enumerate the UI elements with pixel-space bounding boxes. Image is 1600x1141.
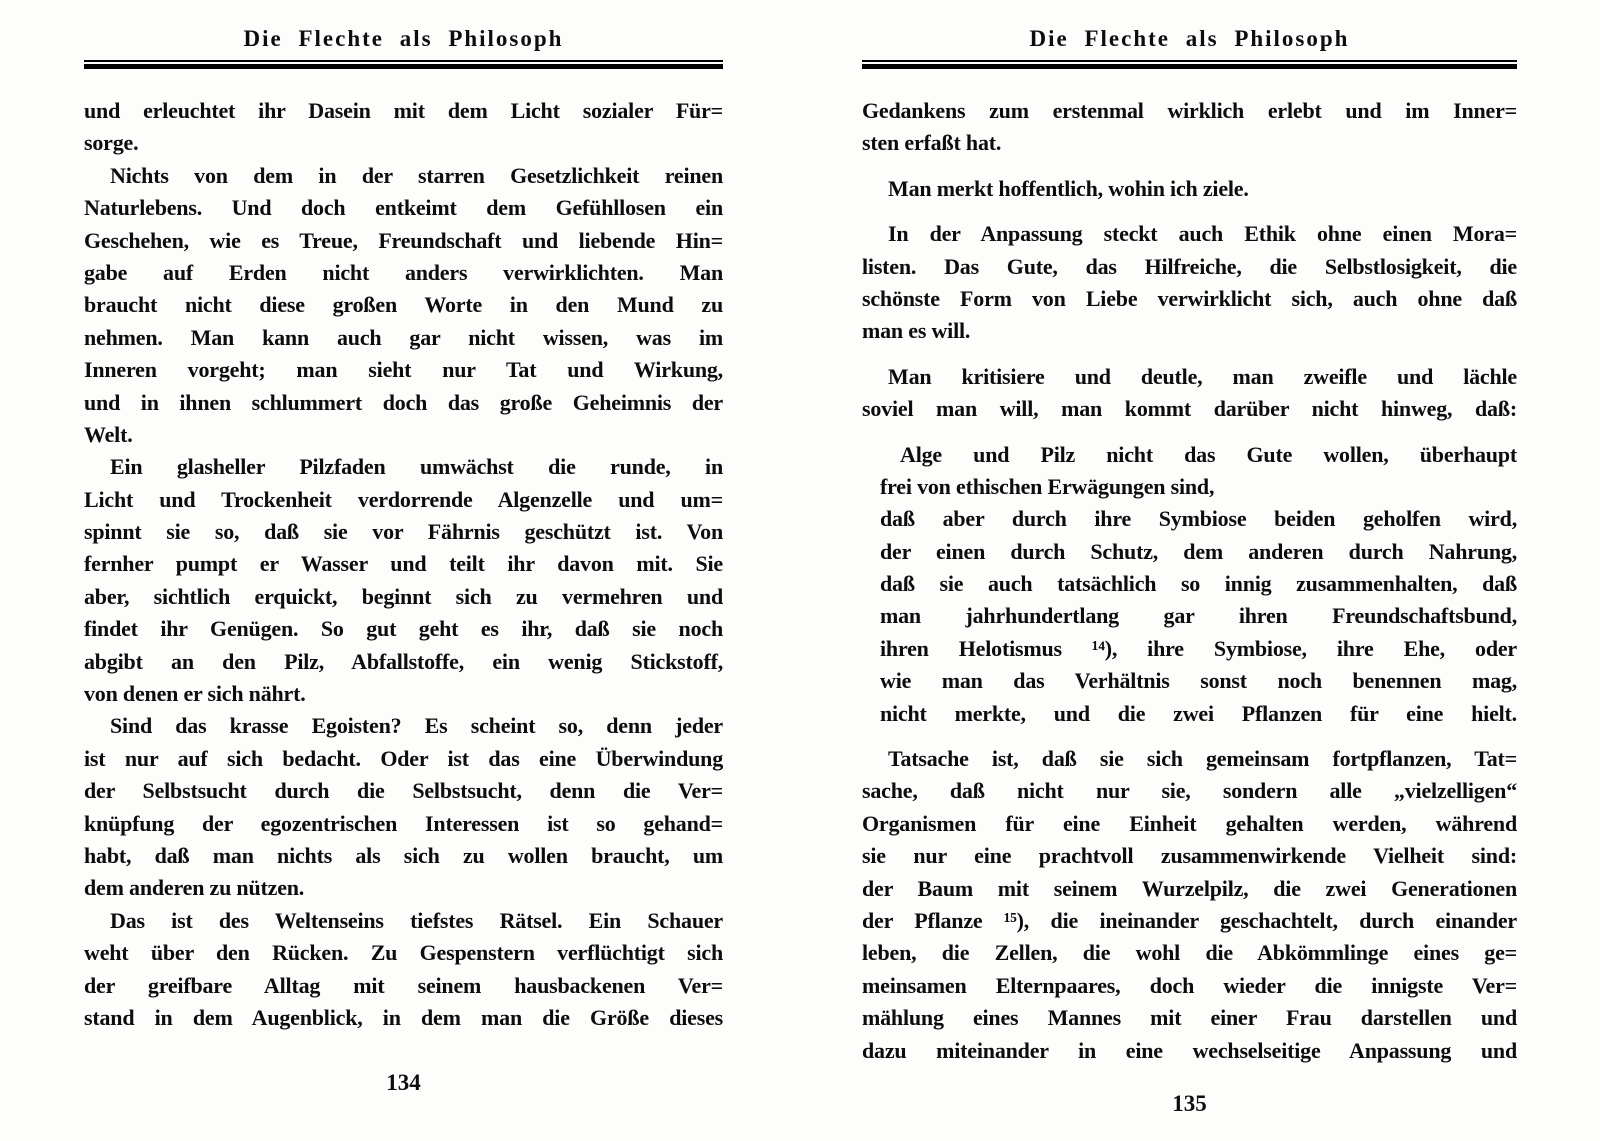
text-line: soviel man will, man kommt darüber nicht hinweg, daß: xyxy=(862,396,1517,422)
text-line: Alge und Pilz nicht das Gute wollen, überhaupt xyxy=(900,441,1517,467)
text-line: man es will. xyxy=(862,318,971,344)
header-rule-thin xyxy=(84,60,723,62)
text-line: listen. Das Gute, das Hilfreiche, die Selbstlosigkeit, die xyxy=(862,253,1517,279)
text-line: Welt. xyxy=(84,421,133,447)
text-line: stand in dem Augenblick, in dem man die Größe dieses xyxy=(84,1004,723,1030)
paragraph xyxy=(84,451,723,710)
text-line: schönste Form von Liebe verwirklicht sich, auch ohne daß xyxy=(862,285,1517,311)
text-line: nicht merkte, und die zwei Pflanzen für eine hielt. xyxy=(880,700,1517,726)
header-rule-thick xyxy=(862,64,1517,69)
text-line: findet ihr Genügen. So gut geht es ihr, daß sie noch xyxy=(84,616,723,642)
text-line: nehmen. Man kann auch gar nicht wissen, was im xyxy=(84,324,723,350)
text-line: ist nur auf sich bedacht. Oder ist das eine Überwindung xyxy=(84,745,723,771)
header-rule-thick xyxy=(84,64,723,69)
text-line: der einen durch Schutz, dem anderen durch Nahrung, xyxy=(880,538,1517,564)
header-rule-thin xyxy=(862,60,1517,62)
text-line: von denen er sich nährt. xyxy=(84,681,306,707)
text-line: Geschehen, wie es Treue, Freundschaft und liebende Hin= xyxy=(84,227,723,253)
text-line: daß aber durch ihre Symbiose beiden geholfen wird, xyxy=(880,506,1517,532)
text-line: meinsamen Elternpaares, doch wieder die innigste Ver= xyxy=(862,972,1517,998)
text-line: daß sie auch tatsächlich so innig zusammenhalten, daß xyxy=(880,571,1517,597)
paragraph xyxy=(84,710,723,904)
text-line: sie nur eine prachtvoll zusammenwirkende Vielheit sind: xyxy=(862,843,1517,869)
text-line: braucht nicht diese großen Worte in den Mund zu xyxy=(84,292,723,318)
header-rule xyxy=(84,60,723,69)
text-line: Das ist des Weltenseins tiefstes Rätsel. Ein Schauer xyxy=(110,907,723,933)
paragraph xyxy=(84,160,723,452)
text-line: habt, daß man nichts als sich zu wollen braucht, um xyxy=(84,842,723,868)
text-line: Tatsache ist, daß sie sich gemeinsam fortpflanzen, Tat= xyxy=(888,746,1517,772)
text-line: abgibt an den Pilz, Abfallstoffe, ein wenig Stickstoff, xyxy=(84,648,723,674)
text-line: der Baum mit seinem Wurzelpilz, die zwei Generationen xyxy=(862,875,1517,901)
paragraph xyxy=(862,173,1517,205)
paragraph xyxy=(862,218,1517,348)
text-line: Nichts von dem in der starren Gesetzlichkeit reinen xyxy=(110,162,723,188)
text-line: sorge. xyxy=(84,130,139,156)
text-line: wie man das Verhältnis sonst noch benennen mag, xyxy=(880,668,1517,694)
text-line: man jahrhundertlang gar ihren Freundschaftsbund, xyxy=(880,603,1517,629)
paragraph xyxy=(84,905,723,1035)
paragraph xyxy=(862,361,1517,426)
quote-block xyxy=(862,439,1517,731)
text-line: Organismen für eine Einheit gehalten werden, während xyxy=(862,810,1517,836)
text-line: Man merkt hoffentlich, wohin ich ziele. xyxy=(888,175,1249,201)
right-page xyxy=(862,24,1517,1119)
text-line: der Pflanze ¹⁵), die ineinander geschachtelt, durch einander xyxy=(862,907,1517,933)
text-line: der greifbare Alltag mit seinem hausbackenen Ver= xyxy=(84,972,723,998)
text-line: weht über den Rücken. Zu Gespenstern verflüchtigt sich xyxy=(84,940,723,966)
text-line: In der Anpassung steckt auch Ethik ohne einen Mora= xyxy=(888,221,1517,247)
text-line: ihren Helotismus ¹⁴), ihre Symbiose, ihre Ehe, oder xyxy=(880,635,1517,661)
text-line: der Selbstsucht durch die Selbstsucht, denn die Ver= xyxy=(84,778,723,804)
text-line: sache, daß nicht nur sie, sondern alle „vielzelligen“ xyxy=(862,778,1517,804)
text-line: frei von ethischen Erwägungen sind, xyxy=(880,473,1215,499)
paragraph xyxy=(862,743,1517,1067)
text-line: dazu miteinander in eine wechselseitige Anpassung und xyxy=(862,1037,1517,1063)
text-line: Ein glasheller Pilzfaden umwächst die runde, in xyxy=(110,454,723,480)
text-line: sten erfaßt hat. xyxy=(862,130,1002,156)
header-rule xyxy=(862,60,1517,69)
text-line: spinnt sie so, daß sie vor Fährnis geschützt ist. Von xyxy=(84,519,723,545)
text-line: fernher pumpt er Wasser und teilt ihr davon mit. Sie xyxy=(84,551,723,577)
text-line: Inneren vorgeht; man sieht nur Tat und Wirkung, xyxy=(84,357,723,383)
text-line: Sind das krasse Egoisten? Es scheint so, denn jeder xyxy=(110,713,723,739)
text-line: gabe auf Erden nicht anders verwirklichten. Man xyxy=(84,259,723,285)
text-line: aber, sichtlich erquickt, beginnt sich zu vermehren und xyxy=(84,583,723,609)
paragraph xyxy=(84,95,723,160)
paragraph xyxy=(862,95,1517,160)
left-page xyxy=(84,24,723,1098)
text-line: leben, die Zellen, die wohl die Abkömmlinge eines ge= xyxy=(862,940,1517,966)
text-line: Naturlebens. Und doch entkeimt dem Gefühllosen ein xyxy=(84,195,723,221)
text-line: knüpfung der egozentrischen Interessen ist so gehand= xyxy=(84,810,723,836)
running-head: Die Flechte als Philosoph xyxy=(243,26,564,51)
text-line: Licht und Trockenheit verdorrende Algenzelle und um= xyxy=(84,486,723,512)
text-line: und in ihnen schlummert doch das große Geheimnis der xyxy=(84,389,723,415)
text-line: Gedankens zum erstenmal wirklich erlebt und im Inner= xyxy=(862,98,1517,123)
text-line: mählung eines Mannes mit einer Frau darstellen und xyxy=(862,1005,1517,1031)
page-number: 135 xyxy=(1172,1090,1207,1116)
running-head: Die Flechte als Philosoph xyxy=(1029,26,1350,51)
text-line: Man kritisiere und deutle, man zweifle und lächle xyxy=(888,363,1517,389)
text-line: dem anderen zu nützen. xyxy=(84,875,305,901)
page-number: 134 xyxy=(386,1070,421,1096)
text-line: und erleuchtet ihr Dasein mit dem Licht sozialer Für= xyxy=(84,98,723,123)
